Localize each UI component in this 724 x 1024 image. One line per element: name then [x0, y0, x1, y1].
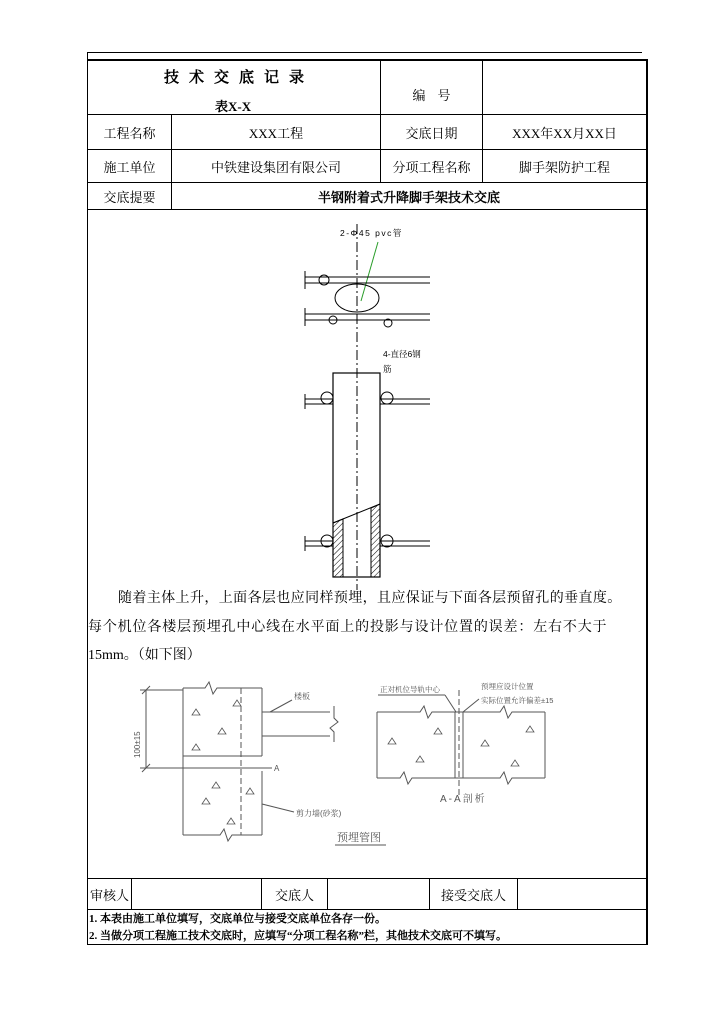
form-title: 技术交底记录: [164, 70, 315, 86]
figure-wall-section: [133, 682, 342, 841]
slab-leader: [270, 700, 292, 712]
concrete-texture-right: [388, 726, 534, 766]
bottom-break-line: [183, 829, 262, 841]
rebar-label-line2: 筋: [383, 364, 392, 374]
bottom-break-line-right: [377, 772, 545, 784]
pvc-leader-line: [361, 242, 378, 301]
figure-section-a-a: [377, 681, 553, 805]
dimension-label: 100±15: [133, 731, 142, 758]
construction-unit: 中铁建设集团有限公司: [210, 159, 341, 175]
slab-break: [330, 706, 338, 742]
lower-tie-bars: [305, 535, 430, 551]
serial-label: 编号: [412, 88, 463, 103]
section-mark-a: A: [274, 764, 280, 773]
wall-label: 剪力墙(砂浆): [296, 809, 342, 818]
unit-label: 施工单位: [103, 159, 156, 175]
date-label: 交底日期: [405, 125, 458, 141]
summary-label: 交底提要: [103, 189, 156, 205]
concrete-texture-left: [192, 700, 254, 824]
pvc-pipe-label: 2-Φ45 pvc管: [340, 228, 403, 238]
upper-tie-bars: [305, 392, 430, 409]
form-number: 表X-X: [215, 99, 252, 114]
disclosure-date: XXX年XX月XX日: [512, 125, 617, 141]
note-2: 2. 当做分项工程施工技术交底时，应填写“分项工程名称”栏，其他技术交底可不填写。: [89, 930, 507, 942]
summary-text: 半钢附着式升降脚手架技术交底: [317, 189, 500, 205]
rebar-label-line1: 4-直径6钢: [383, 349, 421, 359]
body-line-2: 每个机位各楼层预埋孔中心线在水平面上的投影与设计位置的误差：左右不大于: [88, 620, 608, 635]
project-name-label: 工程名称: [103, 125, 156, 141]
reviewer-label: 审核人: [89, 887, 129, 903]
rail-center-label: 正对机位导轨中心: [380, 685, 440, 694]
section-title: A-A剖析: [440, 794, 487, 805]
subitem-name: 脚手架防护工程: [518, 159, 610, 175]
slab-label: 楼板: [294, 692, 310, 701]
project-name: XXX工程: [248, 125, 304, 141]
note-1: 1. 本表由施工单位填写，交底单位与接受交底单位各存一份。: [89, 913, 386, 925]
top-break-line-right: [377, 706, 545, 718]
body-line-3: 15mm。（如下图）: [88, 648, 201, 663]
body-line-1: 随着主体上升，上面各层也应同样预埋，且应保证与下面各层预留孔的垂直度。: [118, 591, 622, 606]
tolerance-leader: [463, 699, 479, 712]
wall-leader: [262, 804, 294, 812]
subitem-label: 分项工程名称: [392, 159, 471, 175]
figure-pvc-pipe-elevation: [305, 224, 430, 590]
receiver-label: 接受交底人: [440, 887, 506, 903]
top-break-line: [183, 682, 262, 694]
design-position-label: 预埋应设计位置: [481, 682, 534, 691]
figure-caption: 预埋管图: [337, 832, 381, 844]
tolerance-label: 实际位置允许偏差±15: [481, 696, 554, 705]
discloser-label: 交底人: [274, 887, 314, 903]
rail-center-leader: [445, 695, 456, 712]
